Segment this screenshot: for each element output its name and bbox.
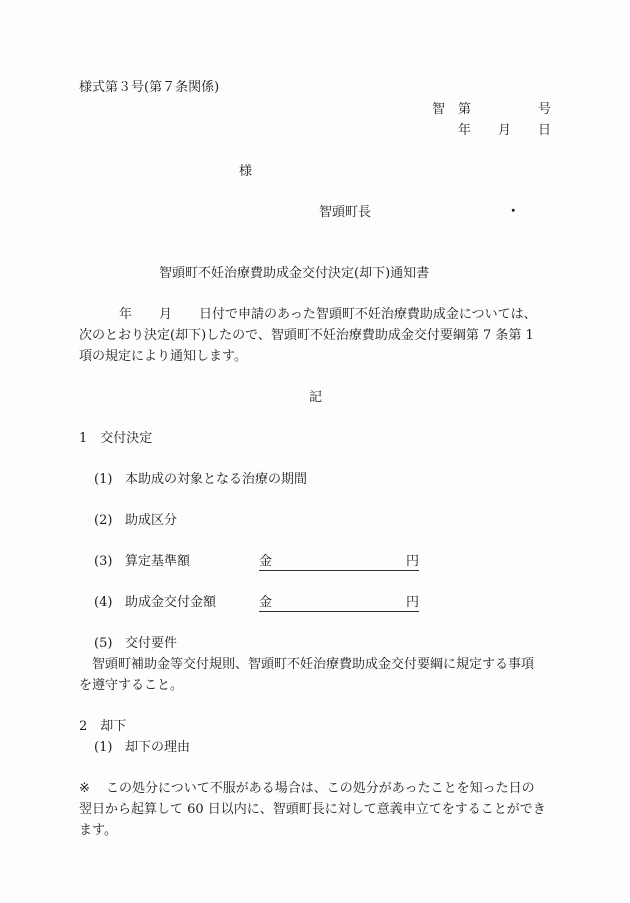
note-mark: ※	[79, 781, 90, 796]
requirement-line2: を遵守すること。	[79, 678, 184, 693]
date-day: 日	[538, 123, 552, 138]
document-title: 智頭町不妊治療費助成金交付決定(却下)通知書	[159, 266, 430, 281]
item1-num: (1)	[94, 472, 113, 487]
sender-title: 智頭町長	[319, 205, 372, 220]
doc-number-prefix: 智	[432, 102, 446, 117]
date-year: 年	[458, 123, 472, 138]
amount-prefix: 金	[259, 554, 273, 569]
item5-label: 交付要件	[125, 636, 178, 651]
doc-number-go: 号	[538, 102, 552, 117]
note-line3: ます。	[79, 823, 117, 838]
item1-label: 本助成の対象となる治療の期間	[125, 472, 308, 487]
recipient-honorific: 様	[239, 164, 253, 179]
seal-mark: ･	[510, 204, 517, 219]
amount-prefix: 金	[259, 595, 273, 610]
item4-label: 助成金交付金額	[125, 595, 217, 610]
reject-item1-label: 却下の理由	[125, 740, 191, 755]
note-line2: 翌日から起算して 60 日以内に、智頭町長に対して意義申立てをすることができ	[79, 802, 546, 817]
item5-num: (5)	[94, 636, 113, 651]
item2-label: 助成区分	[125, 513, 178, 528]
intro-line2: 次のとおり決定(却下)したので、智頭町不妊治療費助成金交付要綱第 7 条第 1	[79, 328, 534, 343]
ki-heading: 記	[309, 390, 323, 405]
amount-suffix: 円	[405, 554, 419, 569]
section2-heading: 2 却下	[79, 719, 127, 734]
intro-line1-rest: 日付で申請のあった智頭町不妊治療費助成金については、	[199, 307, 537, 322]
item2-num: (2)	[94, 513, 113, 528]
requirement-line1: 智頭町補助金等交付規則、智頭町不妊治療費助成金交付要綱に規定する事項	[92, 657, 535, 672]
base-amount-field	[259, 554, 419, 571]
intro-line3: 項の規定により通知します。	[79, 349, 247, 364]
form-label: 様式第３号(第７条関係)	[79, 80, 220, 95]
intro-year: 年	[119, 307, 133, 322]
date-month: 月	[498, 123, 512, 138]
grant-amount-field	[259, 595, 419, 612]
reject-item1-num: (1)	[94, 740, 113, 755]
item3-num: (3)	[94, 554, 113, 569]
intro-month: 月	[159, 307, 173, 322]
note-line1: この処分について不服がある場合は、この処分があったことを知った日の	[106, 781, 535, 796]
item3-label: 算定基準額	[125, 554, 191, 569]
item4-num: (4)	[94, 595, 113, 610]
amount-suffix: 円	[405, 595, 419, 610]
doc-number-dai: 第	[458, 102, 472, 117]
section1-heading: 1 交付決定	[79, 431, 153, 446]
